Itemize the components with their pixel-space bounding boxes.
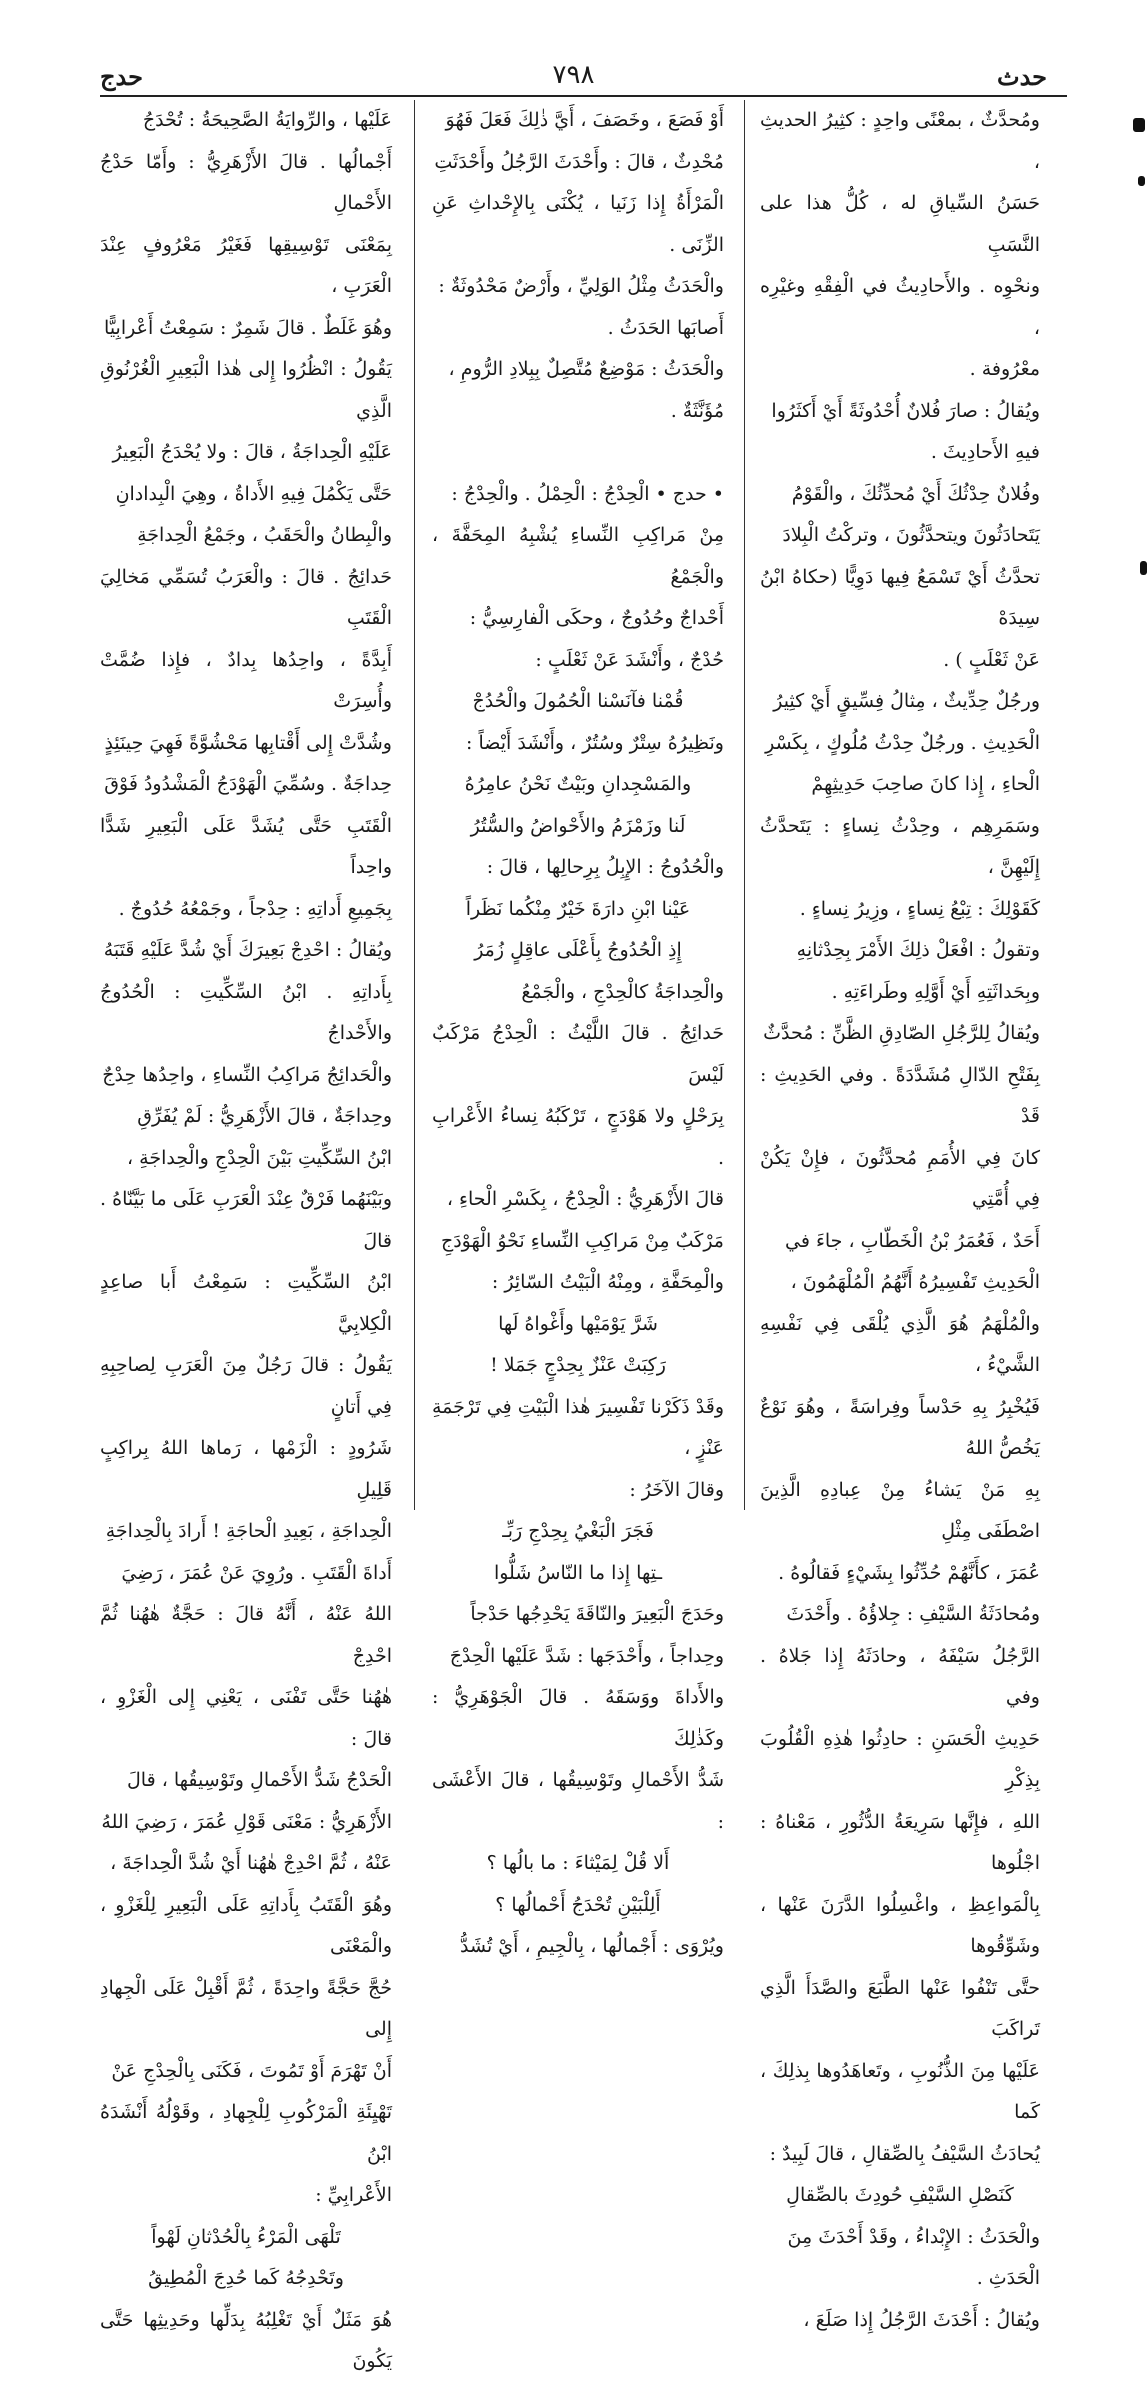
text-line: أَصابَها الحَدَثُ . (607, 316, 724, 339)
text-line: بِمَعْنَى تَوْسِيقِها فَغَيْرُ مَعْرُوفٍ عِنْدَ الْعَرَبِ ، (100, 233, 392, 297)
text-line: كَقَوْلِكَ : تِبْعُ نِساءٍ ، وزِيرُ نِساءٍ . (799, 897, 1040, 920)
text-line: ونَظِيرُهُ سِتْرٌ وسُتُرٌ ، وأَنْشَدَ أَيْضاً : (466, 731, 724, 754)
text-line: ابْنُ السِّكِّيتِ : سَمِعْتُ أَبا صاعِدٍ الْكِلابِيَّ (100, 1271, 392, 1335)
text-line: أَداةَ الْقَتَبِ . ورُوِيَ عَنْ عُمَرَ ، رَضِيَ (121, 1561, 392, 1584)
text-line: الرَّجُلُ سَيْفَهُ ، وحادَثَهُ إِذا جَلاهُ . وفي (760, 1644, 1040, 1708)
text-line: ابْنُ السِّكِّيتِ بَيْنَ الْحِدْجِ والْحِداجَةِ ، (126, 1146, 392, 1169)
scan-mark (1138, 176, 1145, 186)
header-root-left: حدج (100, 62, 143, 91)
text-line: والْحَدَثُ : مَوْضِعٌ مُتَّصِلٌ بِبِلادِ الرُّومِ ، (448, 358, 724, 380)
text-line: يَقُولُ : انْظُرُوا إِلى هٰذا الْبَعِيرِ الْغُرْنُوقِ الَّذِي (100, 358, 392, 422)
text-line: أَوْ فَصَعَ ، وخَصَفَ ، أَيَّ ذٰلِكَ فَعَلَ فَهُوَ (445, 109, 724, 131)
text-line: حُجَّ حَجَّةً واحِدَةً ، ثُمَّ أَقْبِلْ عَلَى الْجِهادِ إِلى (100, 1976, 392, 2040)
text-line: ومُحدَّثٌ ، بمعْنًى واحِدٍ : كثِيرُ الحديثِ ، (760, 109, 1040, 173)
text-line: حِداجَةٌ . وسُمِّيَ الْهَوْدَجُ الْمَشْدُودُ فَوْقَ (104, 773, 392, 795)
text-line: بِفَتْحِ الدّالِ مُشَدَّدَةً . وفي الحَدِيثِ : قَدْ (760, 1063, 1040, 1127)
text-line: الْمَرْأَةُ إِذا زَنَيا ، يُكْنَى بِالإِحْداثِ عَنِ الزِّنَى . (432, 192, 724, 256)
text-line: وحِداجاً ، وأَحْدَجَها : شَدَّ عَلَيْها الْحِدْجَ (449, 1644, 724, 1667)
text-line: فيهِ الأَحادِيثَ . (930, 441, 1040, 463)
text-line: ورجُلٌ حِدِّيثٌ ، مِثالُ فِسِّيقٍ أَيْ كثِيرُ (773, 690, 1040, 712)
text-line: والأَداةَ ووَسَقَهُ . قالَ الْجَوْهَرِيُّ : وكَذٰلِكَ (432, 1686, 724, 1750)
page-number: ٧٩٨ (552, 60, 595, 90)
text-line: • حدج • الْحِدْجُ : الْحِمْلُ . والْحِدْجُ : (451, 482, 724, 505)
text-line: يَقُولُ : قالَ رَجُلٌ مِنَ الْعَرَبِ لِصاحِبِهِ فِي أَتانٍ (100, 1354, 392, 1418)
text-line: والْحَدَثُ : الإِبْداءُ ، وقَدْ أَحْدَثَ مِنَ (787, 2225, 1040, 2248)
column-middle (432, 100, 724, 1957)
scan-mark (1133, 118, 1145, 132)
text-line: أَحَدٌ ، فَعُمَرُ بْنُ الْخَطّابِ ، جاءَ في (785, 1229, 1040, 1252)
scan-mark (1140, 561, 1147, 575)
text-line: والمَسْجِدانِ وبَيْتٌ نَحْنُ عامِرُهُ (464, 773, 692, 795)
text-line: بِجَمِيعِ أَداتِهِ : حِدْجاً ، وجَمْعُهُ حُدُوجٌ . (118, 897, 392, 920)
text-line: وهُوَ الْقَتَبُ بِأَداتِهِ عَلَى الْبَعِيرِ لِلْغَزْوِ ، والْمَعْنَى (100, 1893, 392, 1957)
text-line: والْحَدائِجُ مَراكِبُ النِّساءِ ، واحِدُها حِدْجٌ (102, 1063, 392, 1086)
text-line: الْحِداجَةِ ، بَعِيدِ الْحاجَةِ ! أَرادَ بِالْحِداجَةِ (105, 1520, 392, 1542)
text-line: الأَعْرابِيِّ : (315, 2184, 392, 2206)
text-line: أَنْ تَهْرَمَ أَوْ تَمُوتَ ، فَكَنَى بِالْحِدْجِ عَنْ (111, 2059, 392, 2082)
text-line: حتَّى تَنْفُوا عَنْها الطَّبَعَ والصَّدَأَ الَّذِي تَراكَبَ (760, 1976, 1040, 2040)
text-line: عَنْ ثَعْلَبٍ ) . (943, 648, 1040, 671)
text-line: هٰهُنا حَتَّى تَفْنَى ، يَعْنِي إِلى الْغَزْوِ ، قالَ : (100, 1686, 392, 1750)
text-line: عَنْهُ ، ثُمَّ احْدِجْ هٰهُنا أَيْ شُدَّ الْحِداجَةَ ، (110, 1852, 392, 1874)
text-line: الْقَتَبِ حَتَّى يُشَدَّ عَلَى الْبَعِيرِ شَدًّا واحِداً (100, 814, 392, 878)
page-header (100, 52, 1047, 92)
header-rule (100, 95, 1067, 97)
text-line: الْحَدَثِ . (976, 2267, 1040, 2289)
text-line: أَحْداجٌ وحُدُوجٌ ، وحكَى الْفارِسِيُّ : (469, 607, 724, 629)
text-line: وهُوَ غَلَطٌ . قالَ شَمِرٌ : سَمِعْتُ أَعْرابِيًّا (104, 316, 392, 339)
text-line: أَلِلْبَيْنِ تُحْدَجُ أَحْمالُها ؟ (495, 1893, 661, 1916)
text-line: الْحاءِ ، إِذا كانَ صاحِبَ حَدِيثِهِمْ (811, 773, 1040, 795)
text-line (432, 432, 724, 474)
text-line: وتَحْدِجُهُ كَما حُدِجَ الْمُطِيقُ (148, 2267, 344, 2289)
text-line: يُحادَثُ السَّيْفُ بِالصِّقالِ ، قالَ لَبِيدٌ : (769, 2142, 1040, 2165)
text-line: رَكِبَتْ عَنْزٌ بِحِدْجٍ جَمَلا ! (490, 1354, 666, 1376)
text-line: تَلْهَى الْمَرْءُ بِالْحُدْثانِ لَهْواً (151, 2225, 341, 2248)
text-line: وحَدَجَ الْبَعِيرَ والنّاقَةَ يَحْدِجُها حَدْجاً (470, 1603, 724, 1625)
text-line: شَرَّ يَوْمَيْها وأَغْواهُ لَها (498, 1312, 658, 1335)
text-line: والْبِطانُ والْحَقَبُ ، وجَمْعُ الْحِداجَةِ (137, 524, 392, 546)
text-line: والْحَدَثُ مِثْلُ الوَلِيِّ ، وأَرْضٌ مَحْدُوثَةٌ : (438, 275, 724, 297)
text-line: حُدْجٌ ، وأَنْشَدَ عَنْ ثَعْلَبٍ : (535, 648, 724, 671)
text-line: مُحْدِثٌ ، قالَ : وأَحْدَثَ الرَّجُلُ وأَحْدَثَتِ (434, 150, 724, 173)
text-line: بِهِ مَنْ يَشاءُ مِنْ عِبادِهِ الَّذِينَ اصْطَفَى مِثْلِ (760, 1478, 1040, 1542)
text-line: وتقولُ : افْعَلْ ذلِكَ الأَمْرَ بِحِدْثانِهِ (796, 939, 1040, 961)
text-line: عَلَيْها ، والرِّوايَةُ الصَّحِيحَةُ : تُحْدَجُ (142, 109, 392, 131)
text-line: بِالْمَواعِظِ ، واغْسِلُوا الدَّرَنَ عَنْها ، وشَوِّقُوها (760, 1893, 1040, 1957)
text-line: ويُقالُ : احْدِجْ بَعِيرَكَ أَيْ شُدَّ عَلَيْهِ قَتَبَهُ (103, 939, 392, 961)
text-line: مِنْ مَراكِبِ النِّساءِ يُشْبِهُ المِحَفَّةَ ، والْجَمْعُ (432, 524, 724, 588)
text-line: وشُدَّتْ إِلى أَقْتابِها مَحْشُوَّةً فَهِيَ حِينَئِذٍ (104, 731, 392, 754)
text-line: وسَمَرِهِم ، وحِدْثُ نِساءٍ : يَتَحدَّثُ إِلَيْهِنَّ ، (760, 814, 1040, 878)
text-line: شَرُودٍ : الْزَمْها ، رَماها اللهُ بِراكِبٍ قَلِيلِ (100, 1437, 392, 1501)
text-line: أَبِدَّةً ، واحِدُها بِدادٌ ، فإِذا ضُمَّتْ وأُسِرَتْ (100, 648, 392, 712)
text-line: حَسَنُ السِّياقِ له ، كُلُّ هذا على النَّسَبِ (760, 192, 1040, 256)
text-line: بِأَداتِهِ . ابْنُ السِّكِّيتِ : الْحُدُوجُ والأَحْداجُ (100, 980, 392, 1044)
text-line: قُمْنا فآنَسْنا الْحُمُولَ والْحُدُجْ (472, 690, 684, 712)
text-line: حَدائِجُ . قالَ اللَّيْثُ : الْحِدْجُ مَرْكَبٌ لَيْسَ (432, 1022, 724, 1086)
text-line: كانَ فِي الأُمَمِ مُحدَّثُونَ ، فإِنْ يَكُنْ فِي أُمَّتِي (760, 1146, 1040, 1210)
text-line: حَدِيثِ الْحَسَنِ : حادِثُوا هٰذِهِ الْقُلُوبَ بِذِكْرِ (760, 1727, 1040, 1791)
text-line: أَجْمالُها . قالَ الأَزْهَرِيُّ : وأَمّا حَدْجُ الأَحْمالِ (100, 150, 392, 214)
text-line: ـتِها إِذا ما النّاسُ شَلُّوا (493, 1561, 663, 1584)
text-line: حَتَّى يَكْمُلَ فِيهِ الأَداةُ ، وهِيَ الْبِدادانِ (115, 482, 392, 505)
text-line: بِرَحْلٍ ولا هَوْدَجٍ ، تَرْكَبُهُ نِساءُ الأَعْرابِ . (432, 1105, 724, 1169)
text-line: تَهْيِئَةِ الْمَرْكُوبِ لِلْجِهادِ ، وقَوْلُهُ أَنْشَدَهُ ابْنُ (100, 2101, 392, 2165)
text-line: كَنَصْلِ السَّيْفِ حُودِثَ بالصِّقالِ (786, 2184, 1014, 2206)
column-right (760, 100, 1040, 2331)
text-line: أَلا قُلْ لِمَيْثاءَ : ما بالُها ؟ (486, 1852, 670, 1874)
text-line: اللهُ عَنْهُ ، أَنَّهُ قالَ : حَجَّةٌ هٰهُنا ثُمَّ احْدِجْ (100, 1603, 392, 1667)
text-line: ويُقالُ لِلرَّجُلِ الصّادِقِ الظَّنِّ : مُحدَّثٌ (763, 1022, 1040, 1044)
text-line: حَدائِجُ . قالَ : والْعَرَبُ تُسَمِّي مَخالِيَ الْقَتَبِ (100, 565, 392, 629)
text-line: مَرْكَبٌ مِنْ مَراكِبِ النِّساءِ نَحْوُ الْهَوْدَجِ (440, 1229, 724, 1252)
text-line: عَلَيْها مِنَ الذُّنُوبِ ، وتَعاهَدُوها بِذلِكَ ، كَما (760, 2059, 1040, 2123)
text-line: ونحْوِه . والأَحادِيثُ في الْفِقْهِ وغيْرِه ، (760, 275, 1040, 339)
text-line: والْمُلْهَمُ هُوَ الَّذِي يُلْقَى فِي نَفْسِهِ الشَّيْءُ ، (760, 1312, 1040, 1376)
text-line: فَجَرَ الْبَغْيُ بِحِدْجِ رَبِّـ (502, 1520, 654, 1542)
text-line: وقَدْ ذَكَرْنا تَفْسِيرَ هٰذا الْبَيْتِ فِي تَرْجَمَةِ عَنْزٍ ، (432, 1395, 724, 1459)
text-line: وحِداجَةٌ ، قالَ الأَزْهَرِيُّ : لَمْ يُفَرِّقِ (137, 1105, 392, 1127)
text-line: وفُلانٌ حِدْثُكَ أَيْ مُحدِّثُكَ ، والْقَوْمُ (791, 482, 1040, 505)
text-line: وبِحَداثَتِهِ أَيْ أَوَّلِهِ وطَراءَتِهِ . (831, 980, 1040, 1003)
text-line: وقالَ الآخَرُ : (629, 1478, 724, 1501)
text-line: والْمِحَفَّةِ ، ومِنْهُ الْبَيْتُ السّائِرُ : (491, 1271, 724, 1293)
column-left (100, 100, 392, 2372)
text-line: إِذِ الْحُدُوجُ بِأَعْلَى عاقِلٍ زُمَرُ (474, 939, 682, 961)
column-divider (744, 100, 745, 1510)
text-line: عُمَرَ ، كأَنَّهُمْ حُدِّثُوا بِشَيْءٍ فَقالُوهُ . (778, 1561, 1040, 1584)
text-line: والْحُدُوجُ : الإِبِلُ بِرِحالِها ، قالَ : (486, 856, 724, 878)
text-line: قالَ الأَزْهَرِيُّ : الْحِدْجُ ، بِكَسْرِ الْحاءِ ، (446, 1188, 724, 1210)
text-line: لَنا وزَمْزَمُ والأَحْواضُ والسُّتُرُ (470, 814, 686, 837)
header-root-right: حدث (996, 62, 1047, 91)
text-line: ويُرْوَى : أَجْمالُها ، بِالْجِيمِ ، أَيْ تُشَدُّ (460, 1935, 724, 1957)
text-line: الْحَدِيثِ . ورجُلٌ حِدْثُ مُلُوكٍ ، بِكَسْرِ (765, 731, 1040, 754)
text-line: اللهِ ، فإِنَّها سَرِيعَةُ الدُّثُورِ ، مَعْناهُ : اجْلُوها (760, 1810, 1040, 1874)
text-line: عَيْنا ابْنِ دارَةَ خَيْرٌ مِنْكُما نَظَراً (465, 897, 691, 920)
text-line: الْحَدِيثِ تَفْسِيرُهُ أَنَّهُمُ الْمُلْهَمُونَ ، (790, 1271, 1040, 1293)
text-line: والْحِداجَةُ كالْحِدْجِ ، والْجَمْعُ (521, 980, 724, 1003)
text-line: هُوَ مَثَلٌ أَيْ تَغْلِبُهُ بِدَلِّها وحَدِيثِها حَتَّى يَكُونَ (100, 2308, 392, 2372)
text-line: شَدُّ الأَحْمالِ وتَوْسِيقُها ، قالَ الأَعْشَى : (432, 1769, 724, 1833)
text-line: ومُحادَثَةُ السَّيْفِ : جِلاؤُهُ . وأَحْدَثَ (786, 1603, 1040, 1625)
column-divider (414, 100, 415, 1510)
text-line: فَيُخْبِرُ بِهِ حَدْساً وفِراسَةً ، وهُوَ نَوْعٌ يَخُصُّ اللهُ (760, 1395, 1040, 1459)
text-line: يَتَحادَثُونَ ويتحدَّثُونَ ، وتركْتُ الْبِلادَ (782, 524, 1040, 546)
text-line: معْرُوفة . (969, 358, 1040, 380)
text-line: عَلَيْهِ الْحِداجَةُ ، قالَ : ولا يُحْدَجُ الْبَعِيرُ (112, 441, 392, 463)
text-line: ويُقالُ : صارَ فُلانٌ أُحْدُوثَةً أَيْ أَكثَرُوا (771, 399, 1040, 422)
text-line: مُؤَنَّثَةٌ . (670, 399, 724, 422)
text-line: تحدَّثُ أَيْ تَسْمَعُ فِيها دَوِيًّا (حكاهُ ابْنُ سِيدَهْ (760, 565, 1040, 629)
text-line: وبَيْنَهُما فَرْقٌ عِنْدَ الْعَرَبِ عَلَى ما بَيَّنّاهُ . قالَ (100, 1188, 392, 1252)
text-line: ويُقالُ : أَحْدَثَ الرَّجُلُ إِذا صَلَعَ ، (803, 2308, 1040, 2331)
text-line: الأَزْهَرِيُّ : مَعْنَى قَوْلِ عُمَرَ ، رَضِيَ اللهُ (101, 1810, 392, 1833)
text-line: الْحَدْجُ شَدُّ الأَحْمالِ وتَوْسِيقُها ، قالَ (127, 1769, 392, 1791)
